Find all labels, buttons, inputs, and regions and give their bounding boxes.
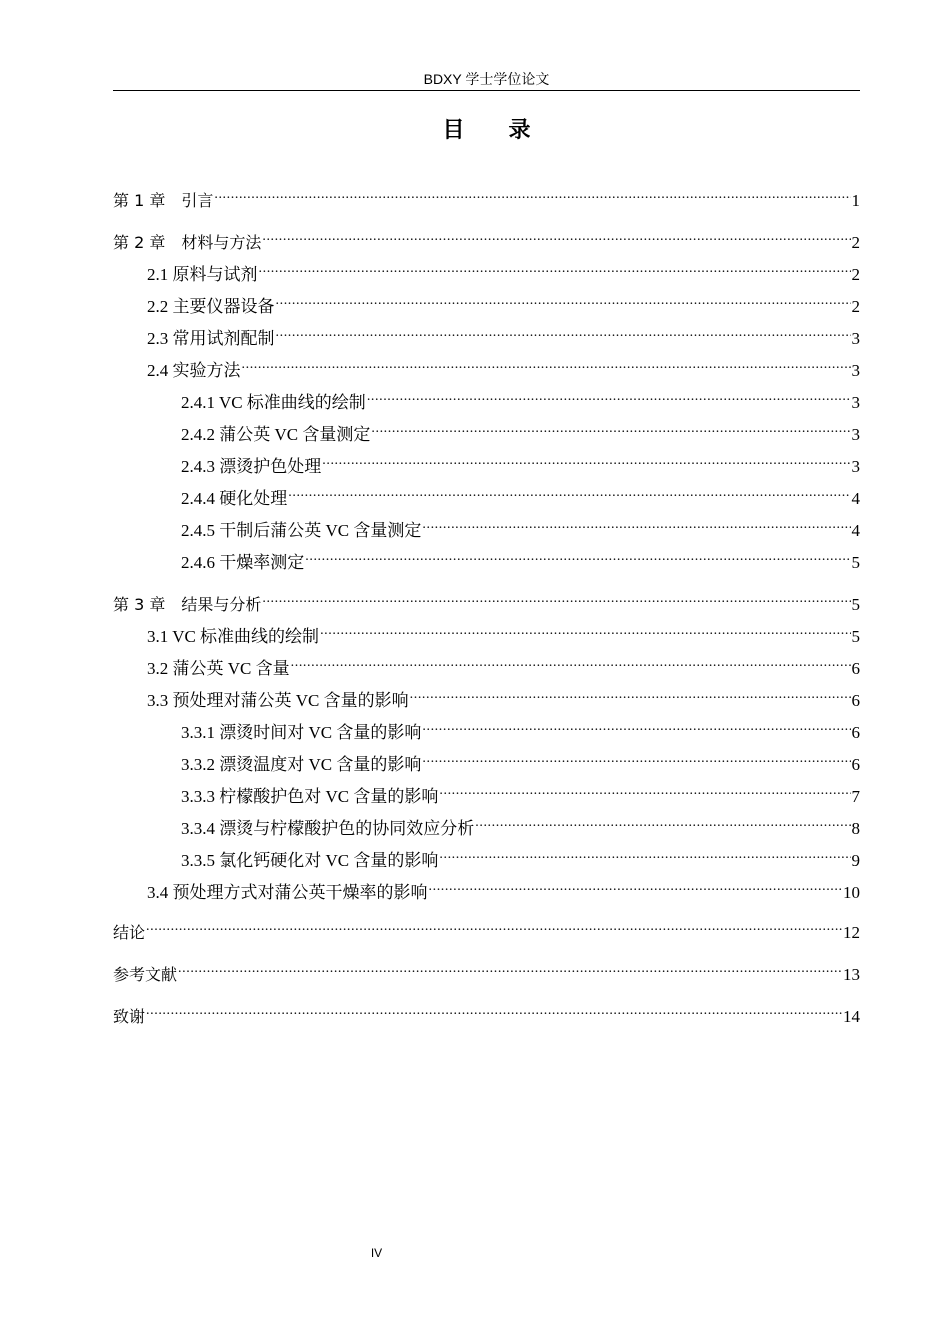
toc-dot-leader — [242, 352, 851, 376]
toc-entry[interactable] — [147, 650, 860, 678]
toc-entry[interactable] — [147, 320, 860, 348]
toc-entry[interactable] — [113, 956, 860, 984]
toc-entry-page: 3 — [851, 393, 860, 412]
toc-entry-page: 13 — [843, 965, 860, 984]
toc-entry-page: 3 — [851, 457, 860, 476]
toc-entry-page: 3 — [851, 425, 860, 444]
toc-entry-label: 2.4.4 硬化处理 — [181, 489, 288, 508]
toc-entry[interactable] — [147, 874, 860, 902]
toc-entry[interactable] — [181, 714, 860, 742]
toc-entry-page: 6 — [851, 659, 860, 678]
toc-entry-page: 1 — [851, 191, 860, 210]
toc-dot-leader — [262, 224, 850, 248]
toc-entry[interactable] — [147, 288, 860, 316]
toc-entry-label: 2.4.2 蒲公英 VC 含量测定 — [181, 425, 371, 444]
toc-entry-page: 5 — [851, 627, 860, 646]
toc-dot-leader — [259, 256, 851, 280]
toc-entry-label: 2.4.3 漂烫护色处理 — [181, 457, 322, 476]
toc-dot-leader — [276, 288, 851, 312]
toc-entry[interactable] — [181, 746, 860, 774]
toc-entry[interactable] — [147, 352, 860, 380]
toc-entry-page: 7 — [851, 787, 860, 806]
toc-entry-label: 2.2 主要仪器设备 — [147, 297, 275, 316]
toc-entry-page: 3 — [851, 329, 860, 348]
toc-entry-page: 14 — [843, 1007, 860, 1026]
toc-entry-label: 3.2 蒲公英 VC 含量 — [147, 659, 290, 678]
toc-entry-page: 5 — [851, 595, 860, 614]
toc-entry[interactable] — [147, 682, 860, 710]
toc-entry[interactable] — [181, 512, 860, 540]
toc-title-right: 录 — [508, 118, 531, 143]
toc-entry-label: 参考文献 — [113, 965, 178, 984]
toc-entry-label: 3.3.5 氯化钙硬化对 VC 含量的影响 — [181, 851, 439, 870]
toc-dot-leader — [291, 650, 851, 674]
toc-dot-leader — [276, 320, 851, 344]
toc-entry-label: 3.3 预处理对蒲公英 VC 含量的影响 — [147, 691, 409, 710]
toc-dot-leader — [367, 384, 851, 408]
toc-dot-leader — [475, 810, 850, 834]
toc-dot-leader — [320, 618, 850, 642]
toc-dot-leader — [422, 746, 850, 770]
toc-entry-label: 2.3 常用试剂配制 — [147, 329, 275, 348]
toc-dot-leader — [262, 586, 850, 610]
toc-dot-leader — [178, 956, 842, 980]
toc-entry-label: 3.3.2 漂烫温度对 VC 含量的影响 — [181, 755, 422, 774]
toc-entry[interactable] — [113, 998, 860, 1026]
toc-entry-page: 5 — [851, 553, 860, 572]
toc-dot-leader — [422, 714, 850, 738]
toc-entry-page: 6 — [851, 755, 860, 774]
toc-entry[interactable] — [181, 416, 860, 444]
running-header: BDXY 学士学位论文 — [423, 71, 550, 87]
toc-entry[interactable] — [147, 256, 860, 284]
toc-entry-label: 2.4.6 干燥率测定 — [181, 553, 305, 572]
toc-entry[interactable] — [181, 480, 860, 508]
toc-entry[interactable] — [113, 914, 860, 942]
toc-dot-leader — [322, 448, 850, 472]
toc-entry-page: 8 — [851, 819, 860, 838]
toc-entry-label: 3.1 VC 标准曲线的绘制 — [147, 627, 320, 646]
toc-entry[interactable] — [181, 544, 860, 572]
toc-dot-leader — [439, 778, 850, 802]
toc-entry-label: 致谢 — [113, 1007, 146, 1026]
toc-entry-page: 3 — [851, 361, 860, 380]
toc-dot-leader — [410, 682, 851, 706]
toc-entry-page: 2 — [851, 297, 860, 316]
page-number: IV — [370, 1246, 383, 1260]
toc-entry-page: 2 — [851, 265, 860, 284]
toc-entry[interactable] — [147, 618, 860, 646]
toc-entry-label: 第 2 章 材料与方法 — [113, 233, 262, 252]
toc-entry[interactable] — [181, 842, 860, 870]
toc-entry-page: 4 — [851, 489, 860, 508]
toc-dot-leader — [422, 512, 850, 536]
toc-dot-leader — [305, 544, 850, 568]
toc-entry-page: 6 — [851, 691, 860, 710]
toc-entry-label: 第 3 章 结果与分析 — [113, 595, 262, 614]
toc-title-left: 目 — [442, 118, 465, 143]
toc-entry-page: 12 — [843, 923, 860, 942]
toc-entry[interactable] — [113, 586, 860, 614]
toc-entry-label: 2.4 实验方法 — [147, 361, 241, 380]
toc-entry-label: 2.4.1 VC 标准曲线的绘制 — [181, 393, 366, 412]
toc-entry-page: 9 — [851, 851, 860, 870]
toc-entry-label: 3.4 预处理方式对蒲公英干燥率的影响 — [147, 883, 428, 902]
toc-entry-page: 4 — [851, 521, 860, 540]
toc-entry-label: 3.3.1 漂烫时间对 VC 含量的影响 — [181, 723, 422, 742]
toc-entry[interactable] — [181, 448, 860, 476]
toc-dot-leader — [146, 998, 842, 1022]
toc-entry-page: 6 — [851, 723, 860, 742]
toc-dot-leader — [439, 842, 850, 866]
toc-entry[interactable] — [113, 224, 860, 252]
toc-entry-label: 结论 — [113, 923, 146, 942]
toc-entry-page: 2 — [851, 233, 860, 252]
toc-dot-leader — [214, 182, 850, 206]
toc-entry-label: 第 1 章 引言 — [113, 191, 214, 210]
toc-entry[interactable] — [113, 182, 860, 210]
toc-dot-leader — [429, 874, 843, 898]
toc-entry[interactable] — [181, 384, 860, 412]
header-rule — [113, 90, 860, 91]
toc-entry-label: 2.1 原料与试剂 — [147, 265, 258, 284]
toc-dot-leader — [371, 416, 850, 440]
toc-entry[interactable] — [181, 810, 860, 838]
toc-entry[interactable] — [181, 778, 860, 806]
toc-dot-leader — [146, 914, 842, 938]
toc-dot-leader — [288, 480, 850, 504]
toc-entry-label: 2.4.5 干制后蒲公英 VC 含量测定 — [181, 521, 422, 540]
toc-entry-label: 3.3.3 柠檬酸护色对 VC 含量的影响 — [181, 787, 439, 806]
toc-title — [113, 116, 860, 146]
toc-entry-label: 3.3.4 漂烫与柠檬酸护色的协同效应分析 — [181, 819, 475, 838]
toc-entry-page: 10 — [843, 883, 860, 902]
